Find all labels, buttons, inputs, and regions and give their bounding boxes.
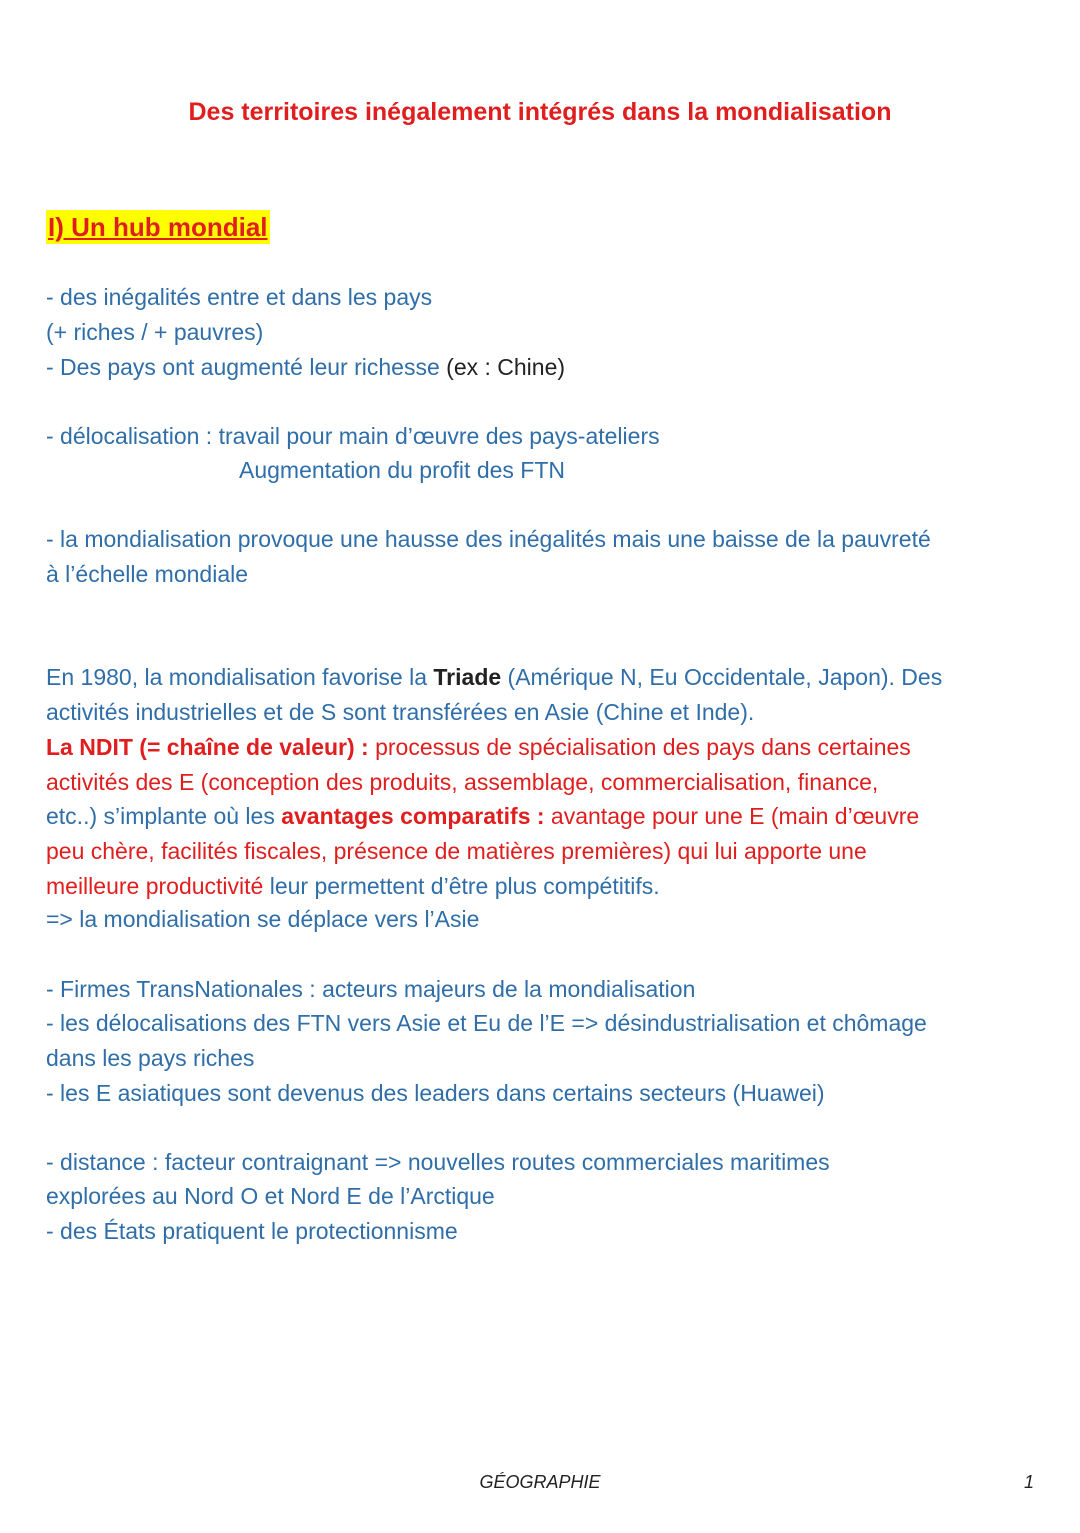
text-line: - la mondialisation provoque une hausse des inégalités mais une baisse de la pauvreté	[46, 526, 931, 552]
text-span: meilleure productivité	[46, 873, 264, 899]
text-line: - les délocalisations des FTN vers Asie et Eu de l’E => désindustrialisation et chômage	[46, 1010, 927, 1036]
text-span: (ex : Chine)	[446, 354, 566, 380]
text-line: à l’échelle mondiale	[46, 561, 249, 587]
text-line: - des États pratiquent le protectionnisme	[46, 1218, 458, 1244]
text-line: peu chère, facilités fiscales, présence de matières premières) qui lui apporte une	[46, 838, 867, 864]
text-span: leur permettent d’être plus compétitifs.	[263, 873, 660, 899]
text-line	[46, 801, 919, 831]
text-line: (+ riches / + pauvres)	[46, 319, 264, 345]
text-span: (Amérique N, Eu Occidentale, Japon). Des	[501, 664, 943, 690]
page-title: Des territoires inégalement intégrés dans la mondialisation	[188, 98, 892, 126]
text-line: activités des E (conception des produits, assemblage, commercialisation, finance,	[46, 769, 879, 795]
text-line: - les E asiatiques sont devenus des leaders dans certains secteurs (Huawei)	[46, 1080, 825, 1106]
text-line	[46, 662, 942, 692]
footer-subject: GÉOGRAPHIE	[479, 1472, 601, 1492]
text-line	[46, 871, 660, 901]
text-line: - des inégalités entre et dans les pays	[46, 284, 433, 310]
text-line: activités industrielles et de S sont transférées en Asie (Chine et Inde).	[46, 699, 755, 725]
text-span: avantage pour une E (main d’œuvre	[544, 803, 920, 829]
text-line: - délocalisation : travail pour main d’œuvre des pays-ateliers	[46, 423, 660, 449]
text-line	[46, 732, 911, 762]
text-span: etc..) s’implante où les	[46, 803, 282, 829]
text-line: - Firmes TransNationales : acteurs majeurs de la mondialisation	[46, 976, 696, 1002]
term-avantages: avantages comparatifs :	[281, 803, 545, 829]
text-line	[46, 352, 565, 382]
text-span: processus de spécialisation des pays dans certaines	[368, 734, 911, 760]
text-line: - distance : facteur contraignant => nouvelles routes commerciales maritimes	[46, 1149, 830, 1175]
page-number: 1	[1023, 1472, 1034, 1492]
text-span: - Des pays ont augmenté leur richesse	[46, 354, 447, 380]
text-line: Augmentation du profit des FTN	[239, 457, 565, 483]
text-span: En 1980, la mondialisation favorise la	[46, 664, 434, 690]
term-ndit: La NDIT (= chaîne de valeur) :	[46, 734, 369, 760]
section-heading: I) Un hub mondial	[48, 212, 268, 242]
text-line: explorées au Nord O et Nord E de l’Arctique	[46, 1183, 495, 1209]
text-line: dans les pays riches	[46, 1045, 255, 1071]
text-line: => la mondialisation se déplace vers l’Asie	[46, 906, 480, 932]
term-triade: Triade	[433, 664, 502, 690]
